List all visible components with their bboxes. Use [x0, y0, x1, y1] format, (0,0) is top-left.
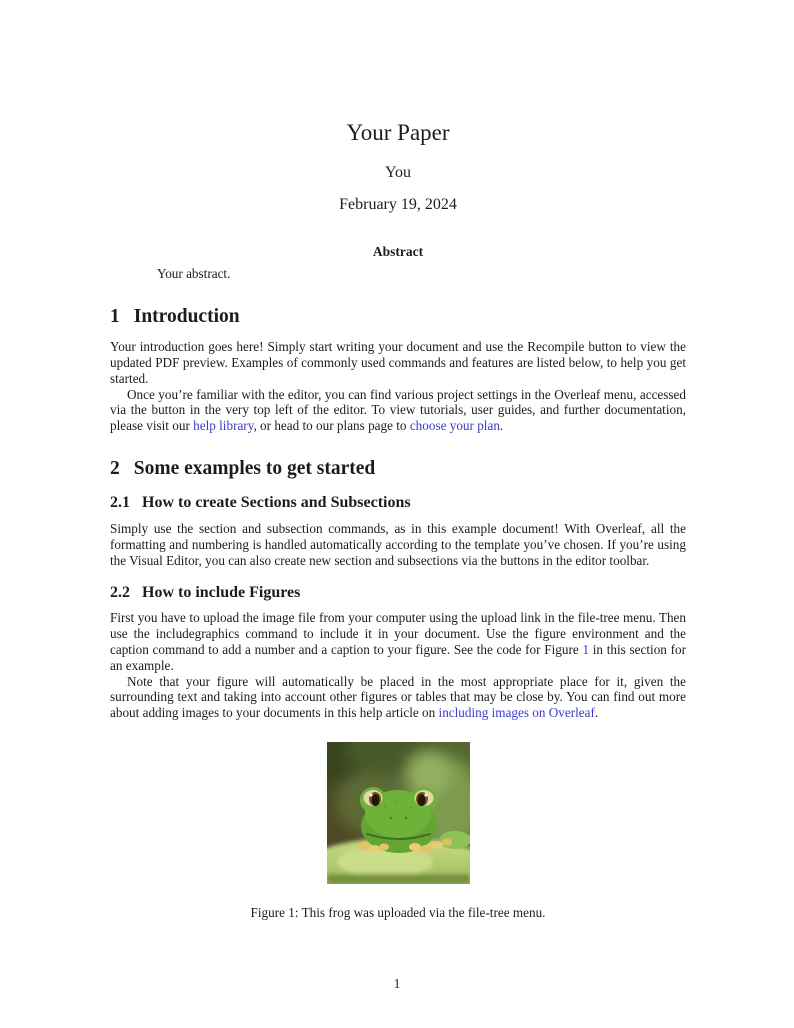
including-images-overleaf-link[interactable]: including images on Overleaf	[438, 705, 595, 721]
subsection-title: How to include Figures	[142, 583, 301, 601]
abstract-heading: Abstract	[372, 244, 424, 260]
frog-photo-image	[327, 742, 470, 884]
paragraph-text: Once you’re familiar with the editor, you can find various project settings in the Overleaf menu, accessed via the button in the very top left of the editor. To view tutorials, user guides, and further documentation, please visit our	[110, 386, 686, 434]
page-content	[110, 0, 686, 921]
section-introduction-heading	[110, 307, 686, 327]
section-title: Introduction	[133, 305, 240, 327]
subsection-number: 2.1	[110, 494, 130, 512]
paragraph-text: First you have to upload the image file from your computer using the upload link in the file-tree menu. Then use the includegraphics command to include it in your document. Use the figure environment and the caption command to add a number and a caption to your figure. See the code for Figure	[110, 610, 686, 658]
paragraph-text: , or head to our plans page to	[253, 418, 410, 434]
subsection-title: How to create Sections and Subsections	[142, 494, 411, 512]
paragraph-text: .	[499, 418, 504, 434]
section-examples-heading	[110, 459, 686, 479]
paragraph-text: .	[594, 705, 599, 721]
page-number: 1	[393, 976, 401, 991]
paper-date: February 19, 2024	[339, 195, 457, 213]
section-number: 2	[110, 458, 120, 480]
section-number: 1	[110, 305, 120, 327]
subsection-figures-heading	[110, 585, 686, 602]
subsection-sections-heading	[110, 495, 686, 512]
subsection-sections-paragraph: Simply use the section and subsection commands, as in this example document! With Overleaf, all the formatting and numbering is handled automatically according to the template you’ve chosen. If you’re using the Visual Editor, you can also create new section and subsections via the buttons in the editor toolbar.	[110, 521, 686, 568]
help-library-link[interactable]: help library	[193, 418, 254, 434]
abstract-text: Your abstract.	[157, 265, 231, 281]
choose-your-plan-link[interactable]: choose your plan	[409, 418, 500, 434]
paragraph-text: in this section for an example.	[110, 642, 686, 673]
section-title: Some examples to get started	[133, 458, 376, 480]
paper-title: Your Paper	[346, 120, 450, 145]
paper-author: You	[385, 163, 411, 181]
figures-paragraph-1	[110, 610, 686, 673]
intro-paragraph-2	[110, 387, 686, 434]
figure-1-caption: Figure 1: This frog was uploaded via the file-tree menu.	[250, 905, 546, 921]
figure-1	[110, 742, 686, 921]
intro-paragraph-1: Your introduction goes here! Simply start writing your document and use the Recompile button to view the updated PDF preview. Examples of commonly used commands and features are listed below, to help you get started.	[110, 339, 686, 386]
figures-paragraph-2	[110, 674, 686, 721]
subsection-number: 2.2	[110, 583, 130, 601]
figure-1-ref-link[interactable]: 1	[582, 642, 590, 658]
paragraph-text: Note that your figure will automatically be placed in the most appropriate place for it, given the surrounding text and taking into account other figures or tables that may be close by. You can find out more about adding images to your documents in this help article on	[110, 673, 686, 721]
